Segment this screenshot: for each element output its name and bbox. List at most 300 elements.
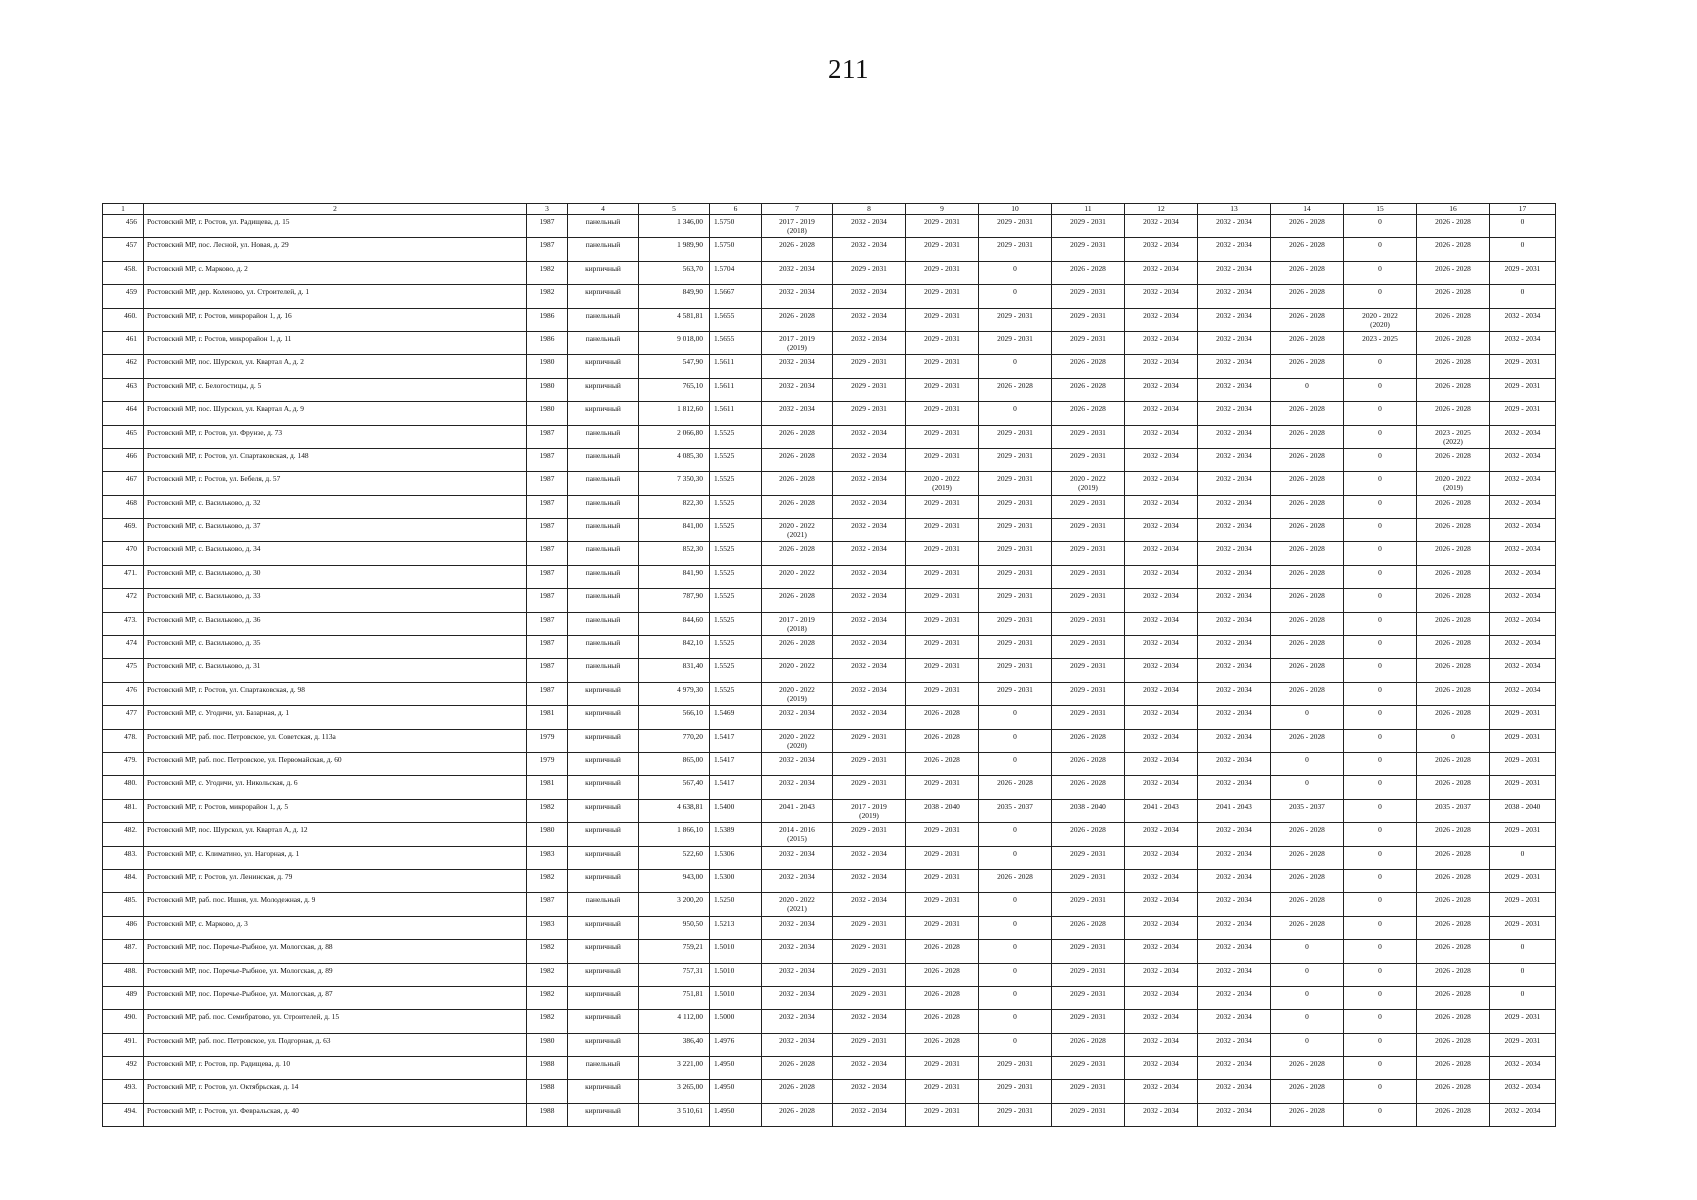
table-cell-col-4: панельный xyxy=(568,495,639,518)
table-cell-col-15: 0 xyxy=(1344,682,1417,705)
table-cell-col-13: 2032 - 2034 xyxy=(1198,682,1271,705)
table-cell-col-17: 2029 - 2031 xyxy=(1490,752,1556,775)
table-cell-col-3: 1982 xyxy=(527,261,568,284)
table-cell-col-8: 2029 - 2031 xyxy=(833,402,906,425)
table-cell-col-11: 2026 - 2028 xyxy=(1052,823,1125,846)
table-cell-col-1: 477 xyxy=(103,706,144,729)
table-cell-col-13: 2032 - 2034 xyxy=(1198,215,1271,238)
column-header-15: 15 xyxy=(1344,204,1417,215)
table-cell-col-12: 2032 - 2034 xyxy=(1125,542,1198,565)
table-cell-col-5: 3 200,20 xyxy=(639,893,710,916)
table-cell-col-7: 2032 - 2034 xyxy=(762,986,833,1009)
table-row xyxy=(103,355,1556,378)
table-cell-col-15: 0 xyxy=(1344,869,1417,892)
table-cell-col-16: 2026 - 2028 xyxy=(1417,261,1490,284)
table-cell-col-1: 457 xyxy=(103,238,144,261)
table-cell-col-1: 460. xyxy=(103,308,144,331)
table-cell-col-13: 2032 - 2034 xyxy=(1198,308,1271,331)
table-cell-col-12: 2032 - 2034 xyxy=(1125,940,1198,963)
table-cell-col-6: 1.5611 xyxy=(710,378,762,401)
table-cell-col-11: 2029 - 2031 xyxy=(1052,448,1125,471)
table-cell-col-10: 2029 - 2031 xyxy=(979,472,1052,495)
table-cell-col-11: 2029 - 2031 xyxy=(1052,986,1125,1009)
table-cell-col-6: 1.4976 xyxy=(710,1033,762,1056)
table-cell-col-3: 1983 xyxy=(527,916,568,939)
table-cell-col-5: 852,30 xyxy=(639,542,710,565)
table-cell-col-2: Ростовский МР, г. Ростов, ул. Фрунзе, д. 73 xyxy=(144,425,527,448)
table-cell-col-17: 2032 - 2034 xyxy=(1490,542,1556,565)
table-cell-col-11: 2029 - 2031 xyxy=(1052,425,1125,448)
table-cell-col-8: 2032 - 2034 xyxy=(833,589,906,612)
table-cell-col-15: 0 xyxy=(1344,448,1417,471)
table-cell-col-4: панельный xyxy=(568,448,639,471)
table-cell-col-6: 1.5525 xyxy=(710,495,762,518)
table-cell-col-10: 2029 - 2031 xyxy=(979,682,1052,705)
table-cell-col-14: 2026 - 2028 xyxy=(1271,472,1344,495)
table-cell-col-5: 822,30 xyxy=(639,495,710,518)
table-cell-col-6: 1.5400 xyxy=(710,799,762,822)
table-cell-col-15: 0 xyxy=(1344,1103,1417,1126)
table-cell-col-11: 2026 - 2028 xyxy=(1052,378,1125,401)
table-row xyxy=(103,729,1556,752)
table-cell-col-16: 2035 - 2037 xyxy=(1417,799,1490,822)
table-cell-col-8: 2032 - 2034 xyxy=(833,425,906,448)
table-cell-col-6: 1.4950 xyxy=(710,1080,762,1103)
table-cell-col-2: Ростовский МР, раб. пос. Петровское, ул. Советская, д. 113а xyxy=(144,729,527,752)
table-cell-col-12: 2032 - 2034 xyxy=(1125,565,1198,588)
table-cell-col-3: 1982 xyxy=(527,799,568,822)
table-cell-col-2: Ростовский МР, г. Ростов, ул. Ленинская, д. 79 xyxy=(144,869,527,892)
table-cell-col-4: кирпичный xyxy=(568,986,639,1009)
table-cell-col-2: Ростовский МР, с. Марково, д. 3 xyxy=(144,916,527,939)
table-cell-col-16: 2026 - 2028 xyxy=(1417,659,1490,682)
table-cell-col-17: 2029 - 2031 xyxy=(1490,378,1556,401)
table-cell-col-13: 2032 - 2034 xyxy=(1198,565,1271,588)
table-cell-col-2: Ростовский МР, раб. пос. Семибратово, ул. Строителей, д. 15 xyxy=(144,1010,527,1033)
table-row xyxy=(103,869,1556,892)
table-cell-col-9: 2029 - 2031 xyxy=(906,495,979,518)
table-cell-col-13: 2041 - 2043 xyxy=(1198,799,1271,822)
table-cell-col-9: 2029 - 2031 xyxy=(906,636,979,659)
table-cell-col-4: кирпичный xyxy=(568,285,639,308)
table-cell-col-14: 2026 - 2028 xyxy=(1271,261,1344,284)
table-cell-col-10: 2029 - 2031 xyxy=(979,565,1052,588)
table-cell-col-11: 2029 - 2031 xyxy=(1052,1080,1125,1103)
table-cell-col-8: 2032 - 2034 xyxy=(833,331,906,354)
table-cell-col-9: 2029 - 2031 xyxy=(906,402,979,425)
table-cell-col-14: 2026 - 2028 xyxy=(1271,729,1344,752)
table-cell-col-4: панельный xyxy=(568,565,639,588)
table-cell-col-6: 1.5611 xyxy=(710,355,762,378)
table-cell-col-8: 2029 - 2031 xyxy=(833,1033,906,1056)
table-cell-col-1: 465 xyxy=(103,425,144,448)
table-cell-col-3: 1987 xyxy=(527,495,568,518)
table-cell-col-11: 2026 - 2028 xyxy=(1052,1033,1125,1056)
table-cell-col-1: 483. xyxy=(103,846,144,869)
table-cell-col-5: 943,00 xyxy=(639,869,710,892)
table-cell-col-16: 2026 - 2028 xyxy=(1417,215,1490,238)
table-cell-col-14: 2026 - 2028 xyxy=(1271,589,1344,612)
table-cell-col-2: Ростовский МР, раб. пос. Петровское, ул. Подгорная, д. 63 xyxy=(144,1033,527,1056)
table-cell-col-17: 2029 - 2031 xyxy=(1490,706,1556,729)
table-cell-col-8: 2032 - 2034 xyxy=(833,308,906,331)
table-cell-col-6: 1.5525 xyxy=(710,612,762,635)
table-cell-col-6: 1.5525 xyxy=(710,636,762,659)
table-cell-col-9: 2026 - 2028 xyxy=(906,986,979,1009)
table-cell-col-14: 2026 - 2028 xyxy=(1271,893,1344,916)
table-cell-col-2: Ростовский МР, пос. Шурскол, ул. Квартал А, д. 9 xyxy=(144,402,527,425)
table-cell-col-17: 2029 - 2031 xyxy=(1490,729,1556,752)
table-cell-col-9: 2026 - 2028 xyxy=(906,1033,979,1056)
table-cell-col-4: панельный xyxy=(568,331,639,354)
table-cell-col-16: 0 xyxy=(1417,729,1490,752)
table-cell-col-6: 1.5010 xyxy=(710,940,762,963)
table-cell-col-15: 0 xyxy=(1344,752,1417,775)
table-cell-col-16: 2026 - 2028 xyxy=(1417,238,1490,261)
table-cell-col-8: 2029 - 2031 xyxy=(833,355,906,378)
table-cell-col-4: панельный xyxy=(568,308,639,331)
table-cell-col-2: Ростовский МР, пос. Шурскол, ул. Квартал А, д. 2 xyxy=(144,355,527,378)
table-cell-col-9: 2029 - 2031 xyxy=(906,589,979,612)
table-cell-col-8: 2029 - 2031 xyxy=(833,916,906,939)
table-cell-col-5: 4 638,81 xyxy=(639,799,710,822)
table-cell-col-4: панельный xyxy=(568,612,639,635)
table-cell-col-5: 842,10 xyxy=(639,636,710,659)
table-cell-col-10: 2029 - 2031 xyxy=(979,1103,1052,1126)
table-cell-col-8: 2029 - 2031 xyxy=(833,729,906,752)
table-cell-col-12: 2032 - 2034 xyxy=(1125,1080,1198,1103)
table-row xyxy=(103,495,1556,518)
table-cell-col-1: 462 xyxy=(103,355,144,378)
table-cell-col-13: 2032 - 2034 xyxy=(1198,331,1271,354)
table-cell-col-12: 2032 - 2034 xyxy=(1125,636,1198,659)
table-cell-col-2: Ростовский МР, с. Белогостицы, д. 5 xyxy=(144,378,527,401)
table-cell-col-17: 2029 - 2031 xyxy=(1490,1033,1556,1056)
table-cell-col-13: 2032 - 2034 xyxy=(1198,1033,1271,1056)
table-cell-col-4: панельный xyxy=(568,519,639,542)
table-cell-col-16: 2026 - 2028 xyxy=(1417,308,1490,331)
table-row xyxy=(103,215,1556,238)
table-cell-col-14: 0 xyxy=(1271,1033,1344,1056)
table-cell-col-17: 2032 - 2034 xyxy=(1490,308,1556,331)
table-cell-col-8: 2029 - 2031 xyxy=(833,752,906,775)
table-cell-col-16: 2020 - 2022 (2019) xyxy=(1417,472,1490,495)
table-cell-col-1: 471. xyxy=(103,565,144,588)
table-cell-col-5: 765,10 xyxy=(639,378,710,401)
table-cell-col-10: 0 xyxy=(979,846,1052,869)
table-cell-col-16: 2026 - 2028 xyxy=(1417,706,1490,729)
table-cell-col-10: 2029 - 2031 xyxy=(979,215,1052,238)
table-cell-col-1: 476 xyxy=(103,682,144,705)
table-cell-col-2: Ростовский МР, пос. Лесной, ул. Новая, д. 29 xyxy=(144,238,527,261)
table-cell-col-16: 2026 - 2028 xyxy=(1417,869,1490,892)
table-cell-col-3: 1987 xyxy=(527,238,568,261)
table-cell-col-10: 0 xyxy=(979,285,1052,308)
table-cell-col-12: 2032 - 2034 xyxy=(1125,285,1198,308)
table-cell-col-15: 0 xyxy=(1344,425,1417,448)
table-cell-col-12: 2032 - 2034 xyxy=(1125,261,1198,284)
table-cell-col-14: 2026 - 2028 xyxy=(1271,869,1344,892)
table-cell-col-6: 1.5389 xyxy=(710,823,762,846)
table-cell-col-12: 2032 - 2034 xyxy=(1125,1057,1198,1080)
table-cell-col-2: Ростовский МР, с. Васильково, д. 36 xyxy=(144,612,527,635)
table-cell-col-7: 2026 - 2028 xyxy=(762,589,833,612)
table-cell-col-2: Ростовский МР, пос. Поречье-Рыбное, ул. Мологская, д. 87 xyxy=(144,986,527,1009)
table-header xyxy=(103,204,1556,215)
table-row xyxy=(103,1057,1556,1080)
page-number: 211 xyxy=(828,54,869,84)
table-cell-col-16: 2026 - 2028 xyxy=(1417,752,1490,775)
table-cell-col-10: 2029 - 2031 xyxy=(979,1057,1052,1080)
table-cell-col-9: 2026 - 2028 xyxy=(906,940,979,963)
table-cell-col-12: 2032 - 2034 xyxy=(1125,823,1198,846)
table-cell-col-14: 2026 - 2028 xyxy=(1271,682,1344,705)
table-cell-col-5: 9 018,00 xyxy=(639,331,710,354)
table-cell-col-1: 472 xyxy=(103,589,144,612)
table-cell-col-13: 2032 - 2034 xyxy=(1198,495,1271,518)
column-header-7: 7 xyxy=(762,204,833,215)
column-header-1: 1 xyxy=(103,204,144,215)
table-cell-col-2: Ростовский МР, с. Васильково, д. 37 xyxy=(144,519,527,542)
table-row xyxy=(103,402,1556,425)
table-cell-col-15: 0 xyxy=(1344,612,1417,635)
table-cell-col-17: 2032 - 2034 xyxy=(1490,425,1556,448)
table-cell-col-16: 2026 - 2028 xyxy=(1417,776,1490,799)
table-cell-col-11: 2029 - 2031 xyxy=(1052,238,1125,261)
table-cell-col-13: 2032 - 2034 xyxy=(1198,1010,1271,1033)
table-cell-col-12: 2032 - 2034 xyxy=(1125,706,1198,729)
table-cell-col-6: 1.5010 xyxy=(710,963,762,986)
table-cell-col-3: 1987 xyxy=(527,519,568,542)
table-cell-col-9: 2026 - 2028 xyxy=(906,1010,979,1033)
table-cell-col-1: 479. xyxy=(103,752,144,775)
table-cell-col-8: 2029 - 2031 xyxy=(833,986,906,1009)
table-cell-col-12: 2032 - 2034 xyxy=(1125,472,1198,495)
table-cell-col-15: 2020 - 2022 (2020) xyxy=(1344,308,1417,331)
table-cell-col-5: 3 510,61 xyxy=(639,1103,710,1126)
table-cell-col-2: Ростовский МР, с. Угодичи, ул. Базарная, д. 1 xyxy=(144,706,527,729)
table-cell-col-15: 0 xyxy=(1344,472,1417,495)
table-cell-col-11: 2026 - 2028 xyxy=(1052,916,1125,939)
table-cell-col-12: 2032 - 2034 xyxy=(1125,331,1198,354)
table-cell-col-7: 2032 - 2034 xyxy=(762,963,833,986)
table-cell-col-15: 0 xyxy=(1344,1010,1417,1033)
table-cell-col-7: 2017 - 2019 (2018) xyxy=(762,215,833,238)
table-cell-col-13: 2032 - 2034 xyxy=(1198,823,1271,846)
table-cell-col-8: 2032 - 2034 xyxy=(833,636,906,659)
table-cell-col-9: 2029 - 2031 xyxy=(906,823,979,846)
table-cell-col-3: 1987 xyxy=(527,565,568,588)
table-cell-col-8: 2032 - 2034 xyxy=(833,542,906,565)
table-cell-col-16: 2023 - 2025 (2022) xyxy=(1417,425,1490,448)
table-cell-col-17: 2032 - 2034 xyxy=(1490,565,1556,588)
table-cell-col-11: 2029 - 2031 xyxy=(1052,331,1125,354)
table-cell-col-8: 2032 - 2034 xyxy=(833,706,906,729)
table-cell-col-17: 2032 - 2034 xyxy=(1490,682,1556,705)
table-cell-col-1: 470 xyxy=(103,542,144,565)
table-cell-col-17: 2032 - 2034 xyxy=(1490,612,1556,635)
table-cell-col-2: Ростовский МР, с. Угодичи, ул. Никольская, д. 6 xyxy=(144,776,527,799)
table-cell-col-9: 2029 - 2031 xyxy=(906,331,979,354)
table-cell-col-3: 1988 xyxy=(527,1080,568,1103)
table-cell-col-13: 2032 - 2034 xyxy=(1198,448,1271,471)
table-cell-col-8: 2032 - 2034 xyxy=(833,215,906,238)
table-cell-col-5: 841,00 xyxy=(639,519,710,542)
table-cell-col-1: 459 xyxy=(103,285,144,308)
table-cell-col-10: 2029 - 2031 xyxy=(979,659,1052,682)
table-cell-col-13: 2032 - 2034 xyxy=(1198,729,1271,752)
table-cell-col-10: 0 xyxy=(979,986,1052,1009)
table-cell-col-8: 2032 - 2034 xyxy=(833,1010,906,1033)
table-cell-col-11: 2029 - 2031 xyxy=(1052,869,1125,892)
table-cell-col-10: 0 xyxy=(979,355,1052,378)
column-header-2: 2 xyxy=(144,204,527,215)
table-cell-col-10: 0 xyxy=(979,261,1052,284)
table-cell-col-5: 1 812,60 xyxy=(639,402,710,425)
table-cell-col-9: 2029 - 2031 xyxy=(906,238,979,261)
table-cell-col-9: 2029 - 2031 xyxy=(906,308,979,331)
table-cell-col-1: 475 xyxy=(103,659,144,682)
table-cell-col-1: 480. xyxy=(103,776,144,799)
table-cell-col-12: 2032 - 2034 xyxy=(1125,659,1198,682)
table-cell-col-17: 2032 - 2034 xyxy=(1490,1057,1556,1080)
table-cell-col-16: 2026 - 2028 xyxy=(1417,331,1490,354)
table-cell-col-8: 2032 - 2034 xyxy=(833,519,906,542)
table-cell-col-3: 1987 xyxy=(527,682,568,705)
table-cell-col-16: 2026 - 2028 xyxy=(1417,846,1490,869)
table-cell-col-2: Ростовский МР, г. Ростов, ул. Бебеля, д. 57 xyxy=(144,472,527,495)
table-cell-col-1: 484. xyxy=(103,869,144,892)
table-cell-col-10: 0 xyxy=(979,823,1052,846)
table-cell-col-1: 463 xyxy=(103,378,144,401)
table-cell-col-17: 2029 - 2031 xyxy=(1490,916,1556,939)
table-cell-col-16: 2026 - 2028 xyxy=(1417,589,1490,612)
table-cell-col-5: 4 085,30 xyxy=(639,448,710,471)
table-cell-col-3: 1980 xyxy=(527,402,568,425)
table-cell-col-4: кирпичный xyxy=(568,869,639,892)
table-cell-col-13: 2032 - 2034 xyxy=(1198,542,1271,565)
table-cell-col-5: 547,90 xyxy=(639,355,710,378)
table-cell-col-13: 2032 - 2034 xyxy=(1198,869,1271,892)
table-cell-col-7: 2026 - 2028 xyxy=(762,1057,833,1080)
table-cell-col-9: 2029 - 2031 xyxy=(906,261,979,284)
column-header-9: 9 xyxy=(906,204,979,215)
table-cell-col-7: 2032 - 2034 xyxy=(762,916,833,939)
table-cell-col-1: 494. xyxy=(103,1103,144,1126)
table-cell-col-17: 2029 - 2031 xyxy=(1490,869,1556,892)
table-cell-col-9: 2029 - 2031 xyxy=(906,659,979,682)
table-cell-col-7: 2026 - 2028 xyxy=(762,238,833,261)
table-cell-col-11: 2029 - 2031 xyxy=(1052,612,1125,635)
table-cell-col-12: 2032 - 2034 xyxy=(1125,612,1198,635)
table-cell-col-4: кирпичный xyxy=(568,355,639,378)
table-cell-col-12: 2032 - 2034 xyxy=(1125,215,1198,238)
table-cell-col-14: 2026 - 2028 xyxy=(1271,916,1344,939)
table-cell-col-8: 2032 - 2034 xyxy=(833,495,906,518)
table-cell-col-1: 487. xyxy=(103,940,144,963)
table-cell-col-5: 1 346,00 xyxy=(639,215,710,238)
table-cell-col-15: 0 xyxy=(1344,215,1417,238)
table-cell-col-10: 0 xyxy=(979,1010,1052,1033)
table-cell-col-9: 2029 - 2031 xyxy=(906,355,979,378)
table-cell-col-3: 1981 xyxy=(527,776,568,799)
table-cell-col-14: 2026 - 2028 xyxy=(1271,402,1344,425)
table-row xyxy=(103,472,1556,495)
table-cell-col-5: 757,31 xyxy=(639,963,710,986)
table-row xyxy=(103,1033,1556,1056)
table-cell-col-8: 2032 - 2034 xyxy=(833,846,906,869)
table-cell-col-9: 2029 - 2031 xyxy=(906,378,979,401)
table-cell-col-13: 2032 - 2034 xyxy=(1198,589,1271,612)
table-cell-col-3: 1987 xyxy=(527,215,568,238)
table-cell-col-8: 2017 - 2019 (2019) xyxy=(833,799,906,822)
table-cell-col-2: Ростовский МР, с. Васильково, д. 33 xyxy=(144,589,527,612)
table-cell-col-16: 2026 - 2028 xyxy=(1417,916,1490,939)
table-cell-col-6: 1.5525 xyxy=(710,425,762,448)
table-cell-col-9: 2029 - 2031 xyxy=(906,869,979,892)
table-cell-col-12: 2032 - 2034 xyxy=(1125,1103,1198,1126)
table-cell-col-11: 2029 - 2031 xyxy=(1052,963,1125,986)
table-cell-col-1: 481. xyxy=(103,799,144,822)
table-cell-col-8: 2032 - 2034 xyxy=(833,1057,906,1080)
table-cell-col-6: 1.5667 xyxy=(710,285,762,308)
table-cell-col-6: 1.5525 xyxy=(710,659,762,682)
table-cell-col-12: 2032 - 2034 xyxy=(1125,378,1198,401)
table-cell-col-13: 2032 - 2034 xyxy=(1198,752,1271,775)
table-cell-col-9: 2026 - 2028 xyxy=(906,729,979,752)
table-cell-col-9: 2029 - 2031 xyxy=(906,542,979,565)
table-cell-col-4: панельный xyxy=(568,215,639,238)
table-cell-col-3: 1987 xyxy=(527,636,568,659)
table-cell-col-5: 4 112,00 xyxy=(639,1010,710,1033)
table-cell-col-17: 2029 - 2031 xyxy=(1490,355,1556,378)
table-row xyxy=(103,823,1556,846)
table-cell-col-2: Ростовский МР, г. Ростов, ул. Октябрьская, д. 14 xyxy=(144,1080,527,1103)
table-cell-col-17: 2032 - 2034 xyxy=(1490,1103,1556,1126)
table-cell-col-11: 2020 - 2022 (2019) xyxy=(1052,472,1125,495)
table-cell-col-7: 2032 - 2034 xyxy=(762,706,833,729)
column-header-13: 13 xyxy=(1198,204,1271,215)
table-cell-col-7: 2026 - 2028 xyxy=(762,308,833,331)
table-cell-col-16: 2026 - 2028 xyxy=(1417,402,1490,425)
table-cell-col-6: 1.5525 xyxy=(710,542,762,565)
table-cell-col-1: 456 xyxy=(103,215,144,238)
table-cell-col-5: 4 979,30 xyxy=(639,682,710,705)
table-cell-col-5: 566,10 xyxy=(639,706,710,729)
table-cell-col-17: 2032 - 2034 xyxy=(1490,659,1556,682)
table-cell-col-3: 1980 xyxy=(527,378,568,401)
table-cell-col-2: Ростовский МР, с. Марково, д. 2 xyxy=(144,261,527,284)
table-cell-col-7: 2041 - 2043 xyxy=(762,799,833,822)
table-cell-col-3: 1986 xyxy=(527,331,568,354)
table-cell-col-8: 2032 - 2034 xyxy=(833,682,906,705)
table-cell-col-4: кирпичный xyxy=(568,1103,639,1126)
table-cell-col-4: кирпичный xyxy=(568,823,639,846)
table-cell-col-9: 2029 - 2031 xyxy=(906,1080,979,1103)
table-cell-col-6: 1.5750 xyxy=(710,238,762,261)
table-cell-col-10: 0 xyxy=(979,916,1052,939)
table-cell-col-9: 2029 - 2031 xyxy=(906,1103,979,1126)
table-row xyxy=(103,846,1556,869)
table-cell-col-9: 2029 - 2031 xyxy=(906,612,979,635)
table-cell-col-14: 2026 - 2028 xyxy=(1271,823,1344,846)
table-cell-col-9: 2026 - 2028 xyxy=(906,963,979,986)
table-cell-col-12: 2041 - 2043 xyxy=(1125,799,1198,822)
table-row xyxy=(103,589,1556,612)
table-row xyxy=(103,706,1556,729)
table-cell-col-10: 2029 - 2031 xyxy=(979,589,1052,612)
table-cell-col-6: 1.5000 xyxy=(710,1010,762,1033)
